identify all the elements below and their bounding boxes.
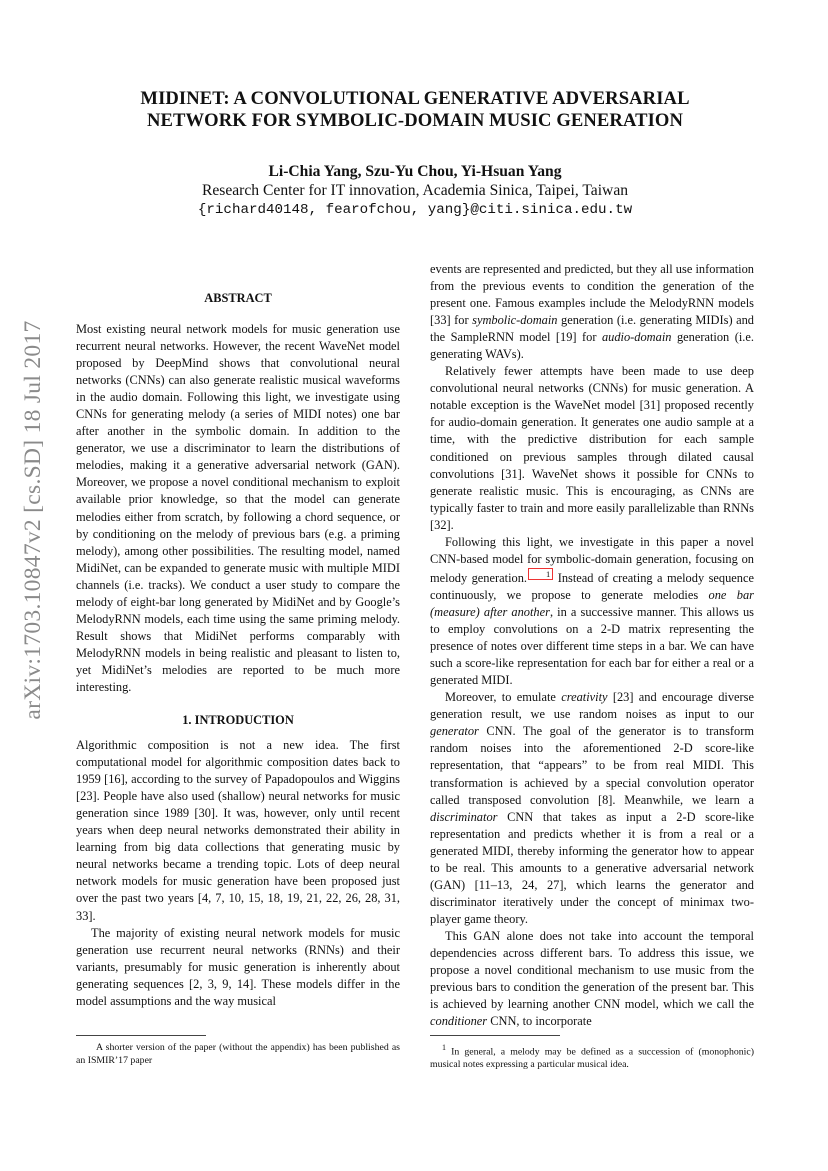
italic-run: creativity <box>561 690 608 705</box>
text-run: [23] and encourage diverse generation result, we use random noises as input to our <box>430 690 754 722</box>
right-paragraph-0 <box>430 261 754 363</box>
footnote-divider-right <box>430 1035 560 1036</box>
footnote-right-text: In general, a melody may be defined as a succession of (monophonic) musical notes expressing a particular musical idea. <box>430 1046 754 1071</box>
text-run: generation (i.e. generating WAVs). <box>430 330 754 362</box>
abstract-heading: ABSTRACT <box>204 291 272 305</box>
footnote-mark: 1 <box>442 1043 446 1052</box>
footnote-right <box>430 1041 754 1071</box>
footnote-link-1[interactable]: 1 <box>528 568 553 580</box>
footnote-divider-left <box>76 1035 206 1036</box>
italic-run: one bar (measure) after another <box>430 588 755 620</box>
right-paragraph-4 <box>430 928 754 1030</box>
text-run: Instead of creating a melody sequence continuously, we propose to generate melodies <box>430 570 754 603</box>
text-run: Moreover, to emulate <box>445 690 562 705</box>
italic-run: symbolic-domain <box>472 313 558 328</box>
text-run: , in a successive manner. This allows us to employ convolutions on a 2-D matrix representing the presence of notes over different time steps in a bar. We can have such a score-like representation for each bar for either a real or a generated MIDI. <box>430 605 754 688</box>
text-run: This GAN alone does not take into account the temporal dependencies across different bars. To address this issue, we propose a novel conditional mechanism to use music from the previous bars to condition the generation of the present bar. This is achieved by learning another CNN model, which we call the <box>430 928 754 1012</box>
text-run: CNN, to incorporate <box>487 1014 592 1029</box>
author-emails: {richard40148, fearofchou, yang}@citi.sinica.edu.tw <box>197 202 633 218</box>
arxiv-identifier-stamp[interactable]: arXiv:1703.10847v2 [cs.SD] 18 Jul 2017 <box>20 320 46 720</box>
right-paragraph-1: Relatively fewer attempts have been made to use deep convolutional neural networks (CNNs) for music generation. A notable exception is the WaveNet model [31] proposed recently for audio-domain generation. It generates one audio sample at a time, with the predictive distribution for each sample conditioned on previous samples through dilated causal convolutions [31]. WaveNet shows it possible for CNNs to generate realistic music. This is encouraging, as CNNs are typically faster to train and more easily parallelizable than RNNs [32]. <box>430 364 754 532</box>
italic-run: generator <box>430 724 479 739</box>
title-line-2: NETWORK FOR SYMBOLIC-DOMAIN MUSIC GENERATION <box>146 110 684 131</box>
intro-paragraph-2: The majority of existing neural network models for music generation use recurrent neural networks (RNNs) and their variants, presumably for music generation is inherently about generating sequences [2, 3, 9, 14]. These models differ in the model assumptions and the way musical <box>76 925 400 1008</box>
italic-run: discriminator <box>430 809 498 824</box>
affiliation: Research Center for IT innovation, Academia Sinica, Taipei, Taiwan <box>201 182 629 199</box>
text-run: CNN. The goal of the generator is to transform random noises into the aforementioned 2-D score-like representation, that “appears” to be from real MIDI. This transformation is achieved by a special convolution operator called transposed convolution [8]. Meanwhile, we learn a <box>430 724 754 807</box>
left-column <box>76 290 400 1010</box>
intro-paragraph-1: Algorithmic composition is not a new idea. The first computational model for algorithmic composition dates back to 1959 [16], according to the survey of Papadopoulos and Wiggins [23]. People have also used (shallow) neural networks for music generation since 1989 [30]. It was, however, only until recent years when deep neural networks demonstrated their ability in learning from big data collections that generating music by neural networks became a trending topic. Lots of deep neural network models for music generation have been proposed just over the past two years [4, 7, 10, 15, 18, 19, 21, 22, 26, 28, 31, 33]. <box>76 738 400 923</box>
text-run: Following this light, we investigate in this paper a novel CNN-based model for symbolic-domain generation, focusing on melody generation. <box>430 534 754 585</box>
title-line-1: MIDINET: A CONVOLUTIONAL GENERATIVE ADVERSARIAL <box>140 88 690 109</box>
right-paragraph-2 <box>430 534 754 690</box>
text-run: generation (i.e. generating MIDIs) and the SampleRNN model [19] for <box>430 313 754 345</box>
text-run: events are represented and predicted, but they all use information from the previous events to condition the generation of the present one. Famous examples include the MelodyRNN models [33] for <box>430 262 754 328</box>
abstract-text: Most existing neural network models for music generation use recurrent neural networks. However, the recent WaveNet model proposed by DeepMind shows that convolutional neural networks (CNNs) can also generate realistic musical waveforms in the audio domain. Following this light, we investigate using CNNs for generating melody (a series of MIDI notes) one bar after another in the symbolic domain. In addition to the generator, we use a discriminator to learn the distributions of melodies, making it a generative adversarial network (GAN). Moreover, we propose a novel conditional mechanism to exploit available prior knowledge, so that the model can generate melodies either from scratch, by following a chord sequence, or by conditioning on the melody of previous bars (e.g. a priming melody), among other possibilities. The resulting model, named MidiNet, can be expanded to generate music with multiple MIDI channels (i.e. tracks). We conduct a user study to compare the melody of eight-bar long generated by MidiNet and by Google’s MelodyRNN models, each time using the same priming melody. Result shows that MidiNet performs comparably with MelodyRNN models in being realistic and pleasant to listen to, yet MidiNet’s melodies are reported to be much more interesting. <box>76 322 400 694</box>
italic-run: audio-domain <box>601 330 672 345</box>
footnote-left: A shorter version of the paper (without the appendix) has been published as an ISMIR’17 paper <box>76 1042 400 1066</box>
introduction-heading: 1. INTRODUCTION <box>182 713 294 728</box>
text-run: CNN that takes as input a 2-D score-like representation and predicts whether it is from a real or a generated MIDI, thereby informing the generator how to appear to be real. This amounts to a generative adversarial network (GAN) [11–13, 24, 27], which learns the generator and discriminator iteratively under the concept of minimax two-player game theory. <box>430 809 754 926</box>
paper-title <box>74 88 756 132</box>
authors: Li-Chia Yang, Szu-Yu Chou, Yi-Hsuan Yang <box>268 163 562 180</box>
right-paragraph-3 <box>430 689 754 928</box>
italic-run: conditioner <box>430 1014 488 1029</box>
right-column <box>430 261 754 1030</box>
